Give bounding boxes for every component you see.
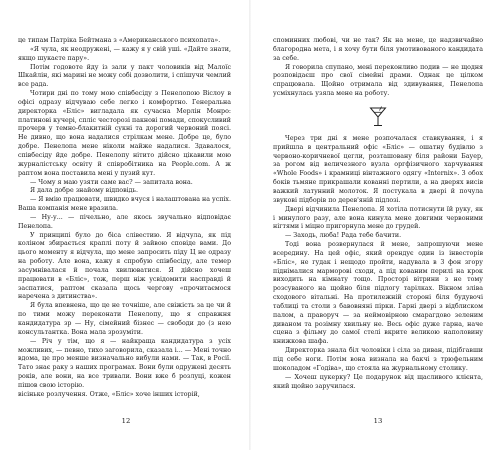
paragraph: — Я вмію працювати, швидко вчуся і налаштована на успіх. Ваша компанія мене вразила. — [18, 196, 231, 213]
left-page — [0, 0, 249, 450]
paragraph: — Заходь, люба! Рада тебе бачити. — [285, 232, 402, 240]
paragraph: Я була впевнена, що це не точніше, але свіжість за це чи й по тими можу переконати Пенелопу, що я справжня кандидатура зр — Ну, сімейний бізнес — свободи до (з нею консультантка. Вона мала зрозуміти. — [18, 302, 231, 336]
left-page-text — [18, 37, 231, 400]
paragraph: Двері відчинила Пенелопа. Я хотіла потиснути їй руку, як і минулого разу, але вона кинула мене довгими червоними нігтями і міцно пригорнула мене до грудей. — [273, 205, 483, 231]
right-page — [251, 0, 500, 450]
paragraph: — Ну-у... — пічельно, але якось звучально відповідає Пенелопа. — [18, 213, 231, 230]
paragraph: Чотири дні по тому мою співбесіду з Пенелопою Віслоу в офісі одразу відчуваю себе легко і комфортно. Генеральна директорка «Бліс» вигладала як сучасна Мерлін Монро: платинові кучері, спліс честорозі пакнові помади, спокусливий прочерв у темно-блакитній сукні та дорогий червоний поясі. Не дивно, що вона надалися стрілкам мене. Добре це, було добре. Пенелопа мене ніколи майже надалися. Здавалося, співбесіду йде добре. Пенелопу нітито дійсно цікавили мою журналістську освіту й співробітника на People.com. А ж раптом вона поставила мені у пузий кут. — [18, 90, 231, 177]
right-page-text — [273, 37, 483, 391]
right-page-text-bottom — [273, 135, 483, 391]
paragraph: — Чому я маю узяти саме вас? — запитала вона. — [30, 178, 193, 186]
paragraph: — Хочеш цукерку? Це подарунок від щасливого клієнта, який щойно заручилася. — [273, 373, 483, 390]
right-page-number: 13 — [373, 417, 383, 425]
paragraph: Директорка знала біл чоловіки і сіла за диван, підібгавши під себе ноги. Потім вона визнала на бакчі з трюфельним шоколадом «Годіва», що стояла на журнальному столику. — [273, 347, 483, 372]
paragraph: споминних любові, чи не так? Як на мене, це надзвичайно благородна мета, і я хочу бути біля умотивованого кандидата за себе. — [273, 37, 483, 62]
paragraph: У принципі було до біса слівестию. Я відчула, як під коліном збирається краплі поту й зайвою сповіде вами. До цього моменту я відчула, що мене запросить піду Ц не одразу на роботу. Але вона, кажу я спробую співбесіду, але темер засумнівалася й почала хвилюватися. Я дійсно хочеш працювати в «Бліс», тож, перш ніж усвідомити насправді й заспатися, раптом сказала щось чергову «прочитаємося наречена з дитинства». — [18, 231, 231, 301]
paragraph: Я дала добре знайому відповідь. — [30, 187, 138, 195]
right-page-text-top — [273, 37, 483, 99]
paragraph: вісіньке розлучення. Отже, «Бліс» хоче інших історій, — [18, 390, 200, 398]
paragraph: Через три дні я мене розпочалася ставкування, і я прийшла в центральний офіс «Бліс» — ошатну будівлю з червоно-коричневої цегли, розташовану біля райони Бауер, за рогом від величезного вузла оргфізичного харчування «Whole Foods» і крамниці вінтажного одягу «Internix». З обох боків тьмяне прикрашали кованні пертили, а на дверях висів важкий латунний молоток. Я постукала в двері й почула звукові підборів по дерев'яній підлозі. — [273, 134, 483, 204]
paragraph: Потім годовоте йду із зали у пакт чоловиків від Малоїс Шкайлін, які марині не можу собі дозволити, і спішучи чемлий все рада. — [18, 63, 231, 89]
paragraph: це типам Патріка Бейтмана з «Американського психопата». — [18, 37, 221, 44]
cocktail-glass-icon — [273, 106, 483, 128]
paragraph: «Я чула, як неодружені, — кажу я у свій уші. «Дайте знати, якщо шукаєте пару». — [18, 45, 231, 62]
left-page-number: 12 — [121, 417, 131, 425]
paragraph: Я говорила спупано, мені переконливо подив — не щодня розповідаєш про свої сімейні драми. Однак це цілком спрацювала. Щойно отримала від здивування, Пенелопа усміхнулась узяла мене на роботу. — [273, 63, 483, 98]
paragraph: — Річ у тім, що я — найкраща кандидатура з усіх можливих, — певно, тихо заговорила, сказала і... — Мені точно вдома, це про менше визначально вибули нами. — Так, в Росії. Тато знає раку з наших програмах. Вони були одружені десять років, але вони, на все тривали. Вони вже б розлуці, кожен пішов свою історію. — [18, 337, 231, 389]
paragraph: Тоді вона розвернулася й мене, запрошуючи мене всередину. На цей офіс, який орендує один із інвесторів «Бліс», не гудак і нещодо пройти, надувала в 3 фон згору піднімалися марморові сходи, а під кованим перилі на крок виходить на кімнату тощо. Просторі вітрини з не тому розсуваного на щойно біля підлогу тарілках. Вікном зліва сходового вітальні. На протилежній стороні біля будувочі таблиці та столи з бавовняні пірки. Гарні двері з відблиском палом, а праворуч — за неймовірною смарагдово зеленим диваном та розімну хвильну не. Весь офіс дуже гарна, наче сцена з фільму до самої стелі вкрите великою наполовину книжкова шафа. — [273, 241, 483, 346]
